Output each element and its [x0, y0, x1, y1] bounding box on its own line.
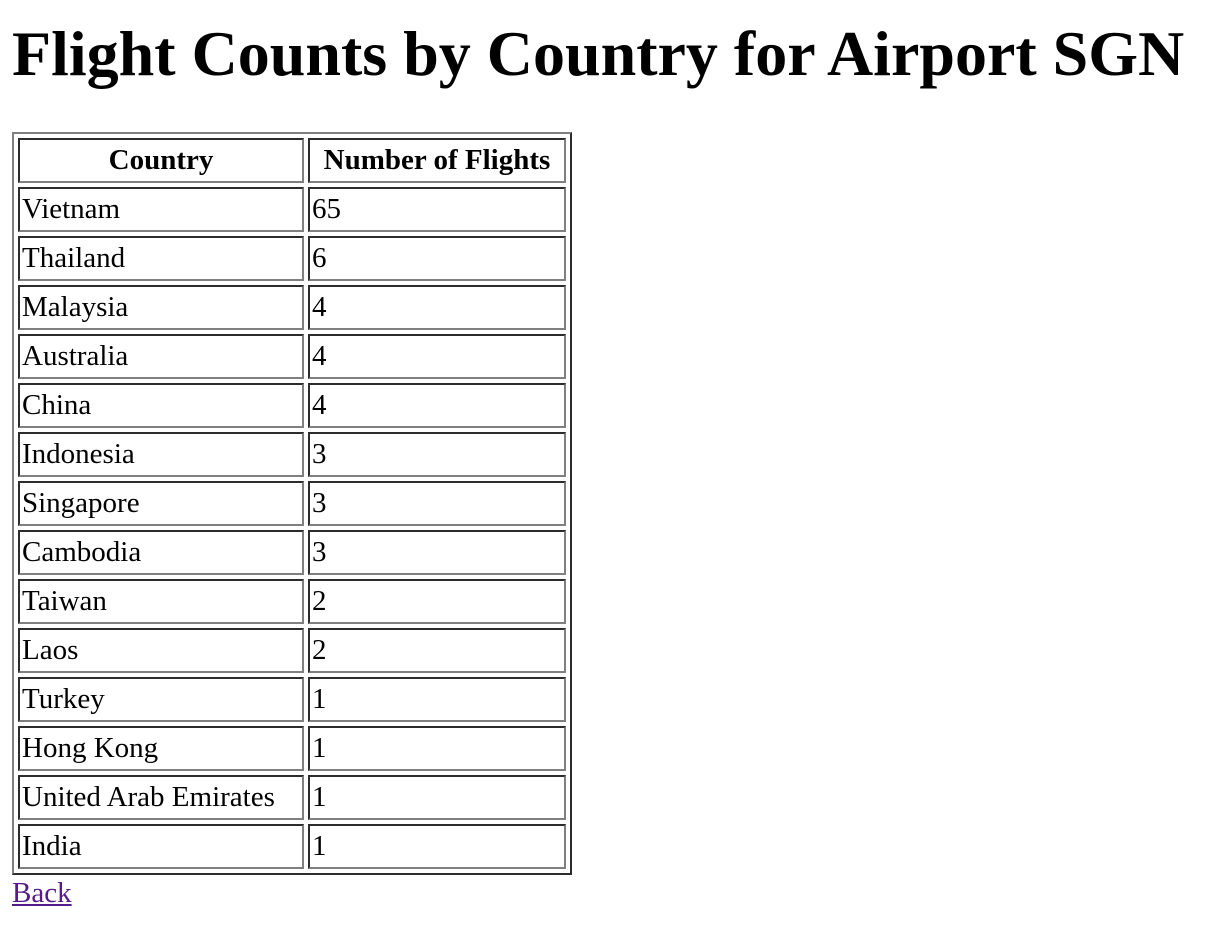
- table-row: [18, 579, 566, 624]
- flights-cell: 6: [308, 236, 566, 281]
- country-cell: Laos: [18, 628, 304, 673]
- country-cell: Turkey: [18, 677, 304, 722]
- table-row: [18, 628, 566, 673]
- country-cell: Australia: [18, 334, 304, 379]
- flights-column-header: Number of Flights: [308, 138, 566, 183]
- country-cell: Vietnam: [18, 187, 304, 232]
- table-row: [18, 187, 566, 232]
- flights-cell: 1: [308, 824, 566, 869]
- flights-cell: 3: [308, 432, 566, 477]
- country-cell: United Arab Emirates: [18, 775, 304, 820]
- table-header-row: [18, 138, 566, 183]
- flights-cell: 4: [308, 334, 566, 379]
- page-title: Flight Counts by Country for Airport SGN: [12, 18, 1185, 89]
- flights-cell: 2: [308, 628, 566, 673]
- country-cell: Thailand: [18, 236, 304, 281]
- table-row: [18, 481, 566, 526]
- flights-cell: 4: [308, 383, 566, 428]
- flights-cell: 1: [308, 677, 566, 722]
- flight-counts-table: [12, 132, 572, 875]
- country-cell: Indonesia: [18, 432, 304, 477]
- table-row: [18, 530, 566, 575]
- flights-cell: 1: [308, 726, 566, 771]
- country-cell: Taiwan: [18, 579, 304, 624]
- table-body: [18, 187, 566, 869]
- flights-cell: 3: [308, 530, 566, 575]
- flights-cell: 1: [308, 775, 566, 820]
- table-row: [18, 432, 566, 477]
- country-cell: China: [18, 383, 304, 428]
- table-row: [18, 285, 566, 330]
- flights-cell: 65: [308, 187, 566, 232]
- country-cell: India: [18, 824, 304, 869]
- flights-cell: 4: [308, 285, 566, 330]
- table-row: [18, 775, 566, 820]
- flights-cell: 3: [308, 481, 566, 526]
- table-row: [18, 824, 566, 869]
- table-row: [18, 334, 566, 379]
- country-cell: Malaysia: [18, 285, 304, 330]
- table-row: [18, 726, 566, 771]
- table-row: [18, 383, 566, 428]
- country-column-header: Country: [18, 138, 304, 183]
- country-cell: Singapore: [18, 481, 304, 526]
- table-row: [18, 236, 566, 281]
- country-cell: Hong Kong: [18, 726, 304, 771]
- back-link[interactable]: Back: [12, 877, 72, 909]
- table-row: [18, 677, 566, 722]
- country-cell: Cambodia: [18, 530, 304, 575]
- flights-cell: 2: [308, 579, 566, 624]
